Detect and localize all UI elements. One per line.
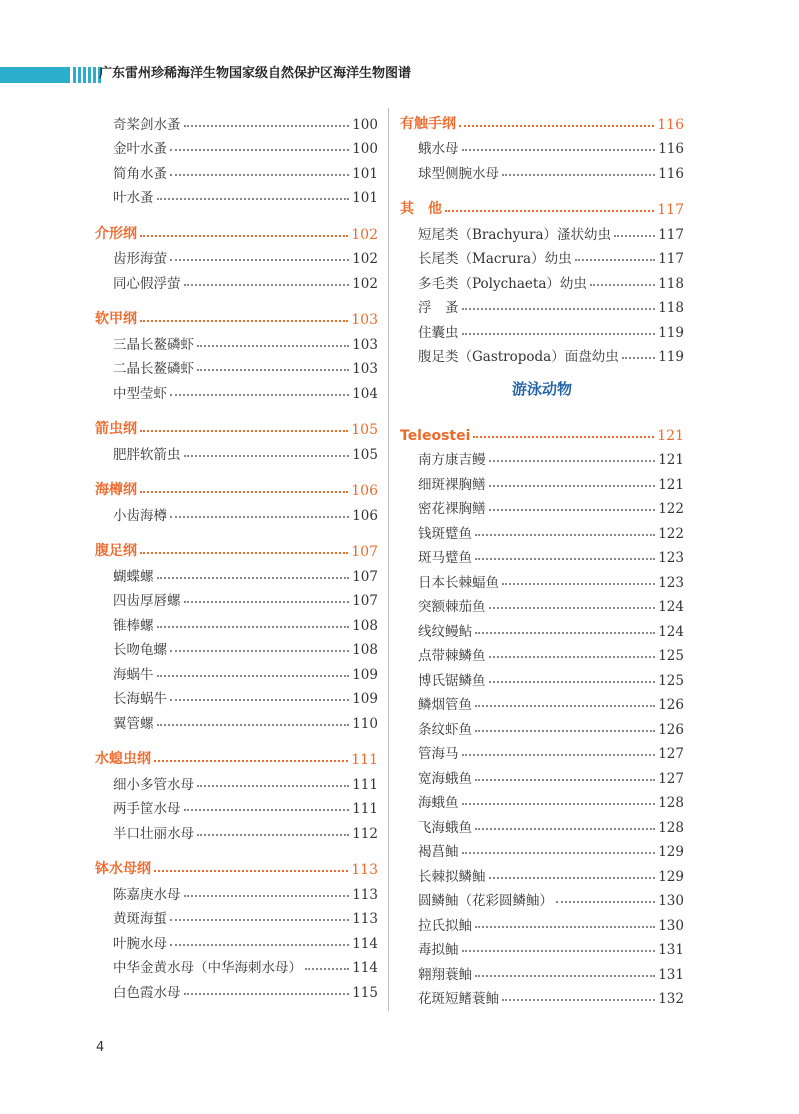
entry-name: 细小多管水母 <box>113 776 194 793</box>
entry-page-number: 114 <box>352 935 378 952</box>
entry-name: 蝴蝶螺 <box>113 568 154 585</box>
toc-category-entry[interactable] <box>95 414 378 439</box>
dot-leader <box>556 901 655 903</box>
entry-name: 中型莹虾 <box>113 385 167 402</box>
dot-leader <box>154 760 348 762</box>
dot-leader <box>475 975 655 977</box>
toc-entry[interactable] <box>95 585 378 610</box>
entry-name: 宽海蛾鱼 <box>418 770 472 787</box>
category-name: Teleostei <box>400 427 471 444</box>
entry-name: 奇桨剑水蚤 <box>113 116 181 133</box>
toc-entry[interactable] <box>95 560 378 585</box>
toc-entry[interactable] <box>400 444 684 469</box>
dot-leader <box>157 675 350 677</box>
category-name: 钵水母纲 <box>95 861 151 877</box>
dot-leader <box>462 333 656 335</box>
entry-name: 二晶长鳌磷虾 <box>113 361 194 377</box>
entry-name: 鳞烟管鱼 <box>418 697 472 713</box>
toc-category-entry[interactable] <box>400 419 684 444</box>
entry-name: 管海马 <box>418 746 459 762</box>
dot-leader <box>489 877 656 879</box>
entry-name: 叶水蚤 <box>113 190 154 206</box>
dot-leader <box>475 828 655 830</box>
entry-name: 褐菖鲉 <box>418 844 459 860</box>
toc-entry[interactable] <box>400 542 684 567</box>
dot-leader <box>475 632 655 634</box>
dot-leader <box>170 149 349 151</box>
entry-page-number: 121 <box>657 427 684 444</box>
entry-page-number: 107 <box>351 544 378 560</box>
dot-leader <box>184 895 350 897</box>
entry-name: 长棘拟鳞鲉 <box>418 868 486 885</box>
dot-leader <box>170 699 349 701</box>
entry-page-number: 130 <box>658 893 684 909</box>
entry-page-number: 113 <box>352 911 378 927</box>
entry-page-number: 123 <box>658 574 684 591</box>
entry-page-number: 106 <box>351 483 378 499</box>
toc-entry[interactable] <box>95 353 378 378</box>
entry-name: 腹足类（Gastropoda）面盘幼虫 <box>418 349 619 365</box>
toc-entry[interactable] <box>400 811 684 836</box>
entry-page-number: 119 <box>658 324 684 341</box>
entry-page-number: 125 <box>658 672 684 689</box>
entry-page-number: 105 <box>352 446 378 463</box>
dot-leader <box>305 968 349 970</box>
entry-page-number: 102 <box>352 251 378 267</box>
entry-page-number: 116 <box>658 141 684 157</box>
entry-page-number: 117 <box>657 202 684 218</box>
toc-category-entry[interactable] <box>95 854 378 879</box>
dot-leader <box>140 491 348 493</box>
entry-name: 南方康吉鳗 <box>418 452 486 468</box>
entry-name: 长海蜗牛 <box>113 691 167 707</box>
entry-page-number: 122 <box>658 525 684 542</box>
dot-leader <box>475 705 655 707</box>
entry-name: 毒拟鲉 <box>418 942 459 958</box>
entry-name: 线纹鳗鲇 <box>418 623 472 640</box>
entry-page-number: 123 <box>658 550 684 566</box>
dot-leader <box>489 681 656 683</box>
entry-name: 多毛类（Polychaeta）幼虫 <box>418 275 587 292</box>
entry-name: 浮 蚤 <box>418 300 459 316</box>
toc-entry[interactable] <box>400 468 684 493</box>
entry-name: 花斑短鳍蓑鲉 <box>418 991 499 1007</box>
dot-leader <box>462 149 656 151</box>
dot-leader <box>197 834 349 836</box>
entry-name: 三晶长鳌磷虾 <box>113 336 194 353</box>
dot-leader <box>462 950 656 952</box>
toc-entry[interactable] <box>400 292 684 317</box>
entry-name: 点带棘鳞鱼 <box>418 648 486 664</box>
entry-name: 黄斑海蜇 <box>113 911 167 927</box>
toc-entry[interactable] <box>95 609 378 634</box>
entry-name: 中华金黄水母（中华海刺水母） <box>113 960 302 976</box>
dot-leader <box>575 259 656 261</box>
toc-entry[interactable] <box>400 836 684 861</box>
dot-leader <box>170 650 349 652</box>
dot-leader <box>489 460 656 462</box>
toc-entry[interactable] <box>95 133 378 158</box>
entry-page-number: 117 <box>658 226 684 243</box>
toc-entry[interactable] <box>400 934 684 959</box>
toc-entry[interactable] <box>95 658 378 683</box>
entry-page-number: 100 <box>352 141 378 157</box>
entry-name: 四齿厚唇螺 <box>113 593 181 609</box>
toc-entry[interactable] <box>95 438 378 463</box>
section-heading: 游泳动物 <box>511 380 572 398</box>
entry-page-number: 127 <box>658 770 684 787</box>
entry-name: 叶腕水母 <box>113 935 167 952</box>
toc-right-column <box>400 108 684 1007</box>
dot-leader <box>502 583 655 585</box>
entry-page-number: 131 <box>658 966 684 983</box>
dot-leader <box>197 369 349 371</box>
dot-leader <box>170 259 349 261</box>
toc-left-column <box>95 108 378 1001</box>
entry-page-number: 107 <box>352 568 378 585</box>
category-name: 海樽纲 <box>95 482 137 498</box>
entry-page-number: 101 <box>352 165 378 182</box>
dot-leader <box>140 235 348 237</box>
entry-page-number: 109 <box>352 666 378 683</box>
entry-page-number: 100 <box>352 116 378 133</box>
toc-entry[interactable] <box>400 341 684 366</box>
toc-entry[interactable] <box>95 707 378 732</box>
toc-entry[interactable] <box>400 615 684 640</box>
entry-page-number: 111 <box>352 801 378 817</box>
toc-entry[interactable] <box>400 243 684 268</box>
entry-name: 飞海蛾鱼 <box>418 819 472 836</box>
entry-page-number: 104 <box>352 385 378 402</box>
entry-name: 长吻龟螺 <box>113 642 167 658</box>
toc-entry[interactable] <box>400 218 684 243</box>
entry-page-number: 129 <box>658 868 684 885</box>
entry-name: 钱斑躄鱼 <box>418 525 472 542</box>
entry-name: 齿形海萤 <box>113 251 167 267</box>
toc-entry[interactable] <box>95 377 378 402</box>
entry-page-number: 107 <box>352 593 378 609</box>
dot-leader <box>154 870 348 872</box>
toc-entry[interactable] <box>400 493 684 518</box>
dot-leader <box>462 754 656 756</box>
toc-entry[interactable] <box>95 952 378 977</box>
entry-page-number: 116 <box>658 165 684 182</box>
dot-leader <box>614 235 655 237</box>
dot-leader <box>197 345 349 347</box>
toc-entry[interactable] <box>95 157 378 182</box>
entry-page-number: 131 <box>658 942 684 958</box>
dot-leader <box>475 534 655 536</box>
entry-page-number: 108 <box>352 617 378 634</box>
toc-entry[interactable] <box>95 243 378 268</box>
toc-category-entry[interactable] <box>95 218 378 243</box>
toc-entry[interactable] <box>400 738 684 763</box>
dot-leader <box>445 210 654 212</box>
dot-leader <box>157 626 350 628</box>
book-title: 广东雷州珍稀海洋生物国家级自然保护区海洋生物图谱 <box>99 66 412 81</box>
running-header <box>0 64 799 84</box>
entry-page-number: 118 <box>658 300 684 316</box>
entry-page-number: 112 <box>352 825 378 842</box>
entry-page-number: 103 <box>352 361 378 377</box>
entry-name: 斑马躄鱼 <box>418 550 472 566</box>
dot-leader <box>170 919 349 921</box>
dot-leader <box>475 730 655 732</box>
toc-entry[interactable] <box>400 591 684 616</box>
dot-leader <box>170 174 349 176</box>
toc-entry[interactable] <box>95 182 378 207</box>
toc-category-entry[interactable] <box>95 475 378 500</box>
entry-name: 翱翔蓑鲉 <box>418 966 472 983</box>
entry-page-number: 114 <box>352 960 378 976</box>
dot-leader <box>502 174 655 176</box>
entry-page-number: 116 <box>657 116 684 133</box>
header-stripes <box>73 67 101 83</box>
toc-entry[interactable] <box>95 817 378 842</box>
entry-page-number: 124 <box>658 599 684 615</box>
entry-name: 海蜗牛 <box>113 666 154 683</box>
toc-category-entry[interactable] <box>95 304 378 329</box>
entry-name: 陈嘉庚水母 <box>113 886 181 903</box>
dot-leader <box>622 357 655 359</box>
entry-page-number: 119 <box>658 349 684 365</box>
toc-entry[interactable] <box>400 958 684 983</box>
toc-category-entry[interactable] <box>95 536 378 561</box>
entry-name: 短尾类（Brachyura）溞状幼虫 <box>418 226 612 243</box>
toc-entry[interactable] <box>95 499 378 524</box>
entry-page-number: 113 <box>351 862 378 878</box>
toc-entry[interactable] <box>400 157 684 182</box>
dot-leader <box>197 785 349 787</box>
dot-leader <box>502 999 655 1001</box>
entry-page-number: 132 <box>658 991 684 1007</box>
entry-name: 拉氏拟鲉 <box>418 917 472 934</box>
dot-leader <box>140 552 348 554</box>
entry-page-number: 113 <box>352 886 378 903</box>
entry-page-number: 111 <box>351 752 378 768</box>
toc-entry[interactable] <box>95 108 378 133</box>
entry-name: 圆鳞鲉（花彩圆鳞鲉） <box>418 893 553 909</box>
entry-name: 细斑裸胸鳝 <box>418 476 486 493</box>
page-number: 4 <box>96 1040 105 1055</box>
toc-entry[interactable] <box>95 328 378 353</box>
entry-name: 金叶水蚤 <box>113 141 167 157</box>
entry-page-number: 118 <box>658 275 684 292</box>
category-name: 腹足纲 <box>95 543 137 559</box>
category-name: 有触手纲 <box>400 115 456 132</box>
toc-entry[interactable] <box>95 793 378 818</box>
entry-name: 球型侧腕水母 <box>418 165 499 182</box>
toc-entry[interactable] <box>400 762 684 787</box>
entry-page-number: 121 <box>658 476 684 493</box>
toc-entry[interactable] <box>95 976 378 1001</box>
dot-leader <box>184 993 350 995</box>
entry-name: 肥胖软箭虫 <box>113 446 181 463</box>
entry-page-number: 117 <box>658 251 684 267</box>
category-name: 介形纲 <box>95 225 137 242</box>
toc-category-entry[interactable] <box>400 194 684 219</box>
toc-entry[interactable] <box>400 640 684 665</box>
entry-page-number: 130 <box>658 917 684 934</box>
toc-entry[interactable] <box>400 133 684 158</box>
entry-name: 简角水蚤 <box>113 165 167 182</box>
dot-leader <box>170 394 349 396</box>
dot-leader <box>462 803 656 805</box>
dot-leader <box>184 601 350 603</box>
dot-leader <box>184 125 350 127</box>
entry-page-number: 103 <box>351 312 378 328</box>
dot-leader <box>489 656 656 658</box>
entry-page-number: 108 <box>352 642 378 658</box>
toc-entry[interactable] <box>95 267 378 292</box>
dot-leader <box>473 436 654 438</box>
entry-page-number: 128 <box>658 795 684 811</box>
entry-name: 白色霞水母 <box>113 984 181 1001</box>
dot-leader <box>170 944 349 946</box>
entry-page-number: 106 <box>352 507 378 524</box>
dot-leader <box>489 509 656 511</box>
toc-entry[interactable] <box>400 860 684 885</box>
entry-name: 日本长棘蝠鱼 <box>418 574 499 591</box>
entry-name: 密花裸胸鳝 <box>418 501 486 517</box>
entry-page-number: 109 <box>352 691 378 707</box>
category-name: 其 他 <box>400 201 442 217</box>
category-name: 软甲纲 <box>95 311 137 327</box>
entry-page-number: 124 <box>658 623 684 640</box>
entry-name: 长尾类（Macrura）幼虫 <box>418 251 572 267</box>
entry-page-number: 102 <box>352 275 378 292</box>
entry-page-number: 122 <box>658 501 684 517</box>
dot-leader <box>475 779 655 781</box>
dot-leader <box>140 430 348 432</box>
dot-leader <box>170 516 349 518</box>
dot-leader <box>184 455 350 457</box>
entry-name: 锥棒螺 <box>113 617 154 634</box>
column-divider <box>388 108 389 1011</box>
entry-page-number: 103 <box>352 336 378 353</box>
dot-leader <box>462 308 656 310</box>
entry-name: 小齿海樽 <box>113 507 167 524</box>
entry-name: 住囊虫 <box>418 324 459 341</box>
toc-entry[interactable] <box>400 267 684 292</box>
entry-name: 突额棘茄鱼 <box>418 599 486 615</box>
entry-name: 条纹虾鱼 <box>418 721 472 738</box>
category-name: 箭虫纲 <box>95 421 137 437</box>
entry-name: 同心假浮萤 <box>113 275 181 292</box>
entry-page-number: 101 <box>352 190 378 206</box>
entry-page-number: 121 <box>658 452 684 468</box>
entry-page-number: 115 <box>352 984 378 1001</box>
dot-leader <box>157 724 350 726</box>
toc-category-entry[interactable] <box>95 744 378 769</box>
dot-leader <box>184 284 350 286</box>
entry-name: 蛾水母 <box>418 141 459 157</box>
toc-entry[interactable] <box>95 927 378 952</box>
entry-page-number: 102 <box>351 226 378 243</box>
toc-entry[interactable] <box>95 634 378 659</box>
toc-entry[interactable] <box>400 689 684 714</box>
entry-page-number: 129 <box>658 844 684 860</box>
toc-entry[interactable] <box>400 885 684 910</box>
entry-name: 海蛾鱼 <box>418 795 459 811</box>
toc-entry[interactable] <box>400 664 684 689</box>
toc-entry[interactable] <box>400 909 684 934</box>
dot-leader <box>140 320 348 322</box>
toc-entry[interactable] <box>95 683 378 708</box>
entry-page-number: 110 <box>352 715 378 732</box>
toc-category-entry[interactable] <box>400 108 684 133</box>
dot-leader <box>590 284 655 286</box>
toc-entry[interactable] <box>95 768 378 793</box>
entry-page-number: 126 <box>658 697 684 713</box>
toc-entry[interactable] <box>400 566 684 591</box>
entry-name: 博氏锯鳞鱼 <box>418 672 486 689</box>
dot-leader <box>475 558 655 560</box>
dot-leader <box>475 926 655 928</box>
entry-page-number: 105 <box>351 422 378 438</box>
toc-entry[interactable] <box>400 517 684 542</box>
entry-name: 两手筐水母 <box>113 801 181 817</box>
dot-leader <box>489 485 656 487</box>
entry-page-number: 128 <box>658 819 684 836</box>
toc-entry[interactable] <box>95 903 378 928</box>
entry-page-number: 127 <box>658 746 684 762</box>
entry-name: 半口壮丽水母 <box>113 825 194 842</box>
dot-leader <box>489 607 656 609</box>
toc-entry[interactable] <box>95 878 378 903</box>
entry-page-number: 126 <box>658 721 684 738</box>
entry-name: 翼管螺 <box>113 715 154 732</box>
dot-leader <box>157 198 350 200</box>
entry-page-number: 125 <box>658 648 684 664</box>
dot-leader <box>459 125 654 127</box>
dot-leader <box>184 809 350 811</box>
toc-entry[interactable] <box>400 713 684 738</box>
toc-entry[interactable] <box>400 316 684 341</box>
category-name: 水螅虫纲 <box>95 751 151 767</box>
dot-leader <box>462 852 656 854</box>
toc-entry[interactable] <box>400 787 684 812</box>
dot-leader <box>157 577 350 579</box>
entry-page-number: 111 <box>352 776 378 793</box>
header-accent-bar <box>0 67 70 83</box>
toc-entry[interactable] <box>400 983 684 1008</box>
